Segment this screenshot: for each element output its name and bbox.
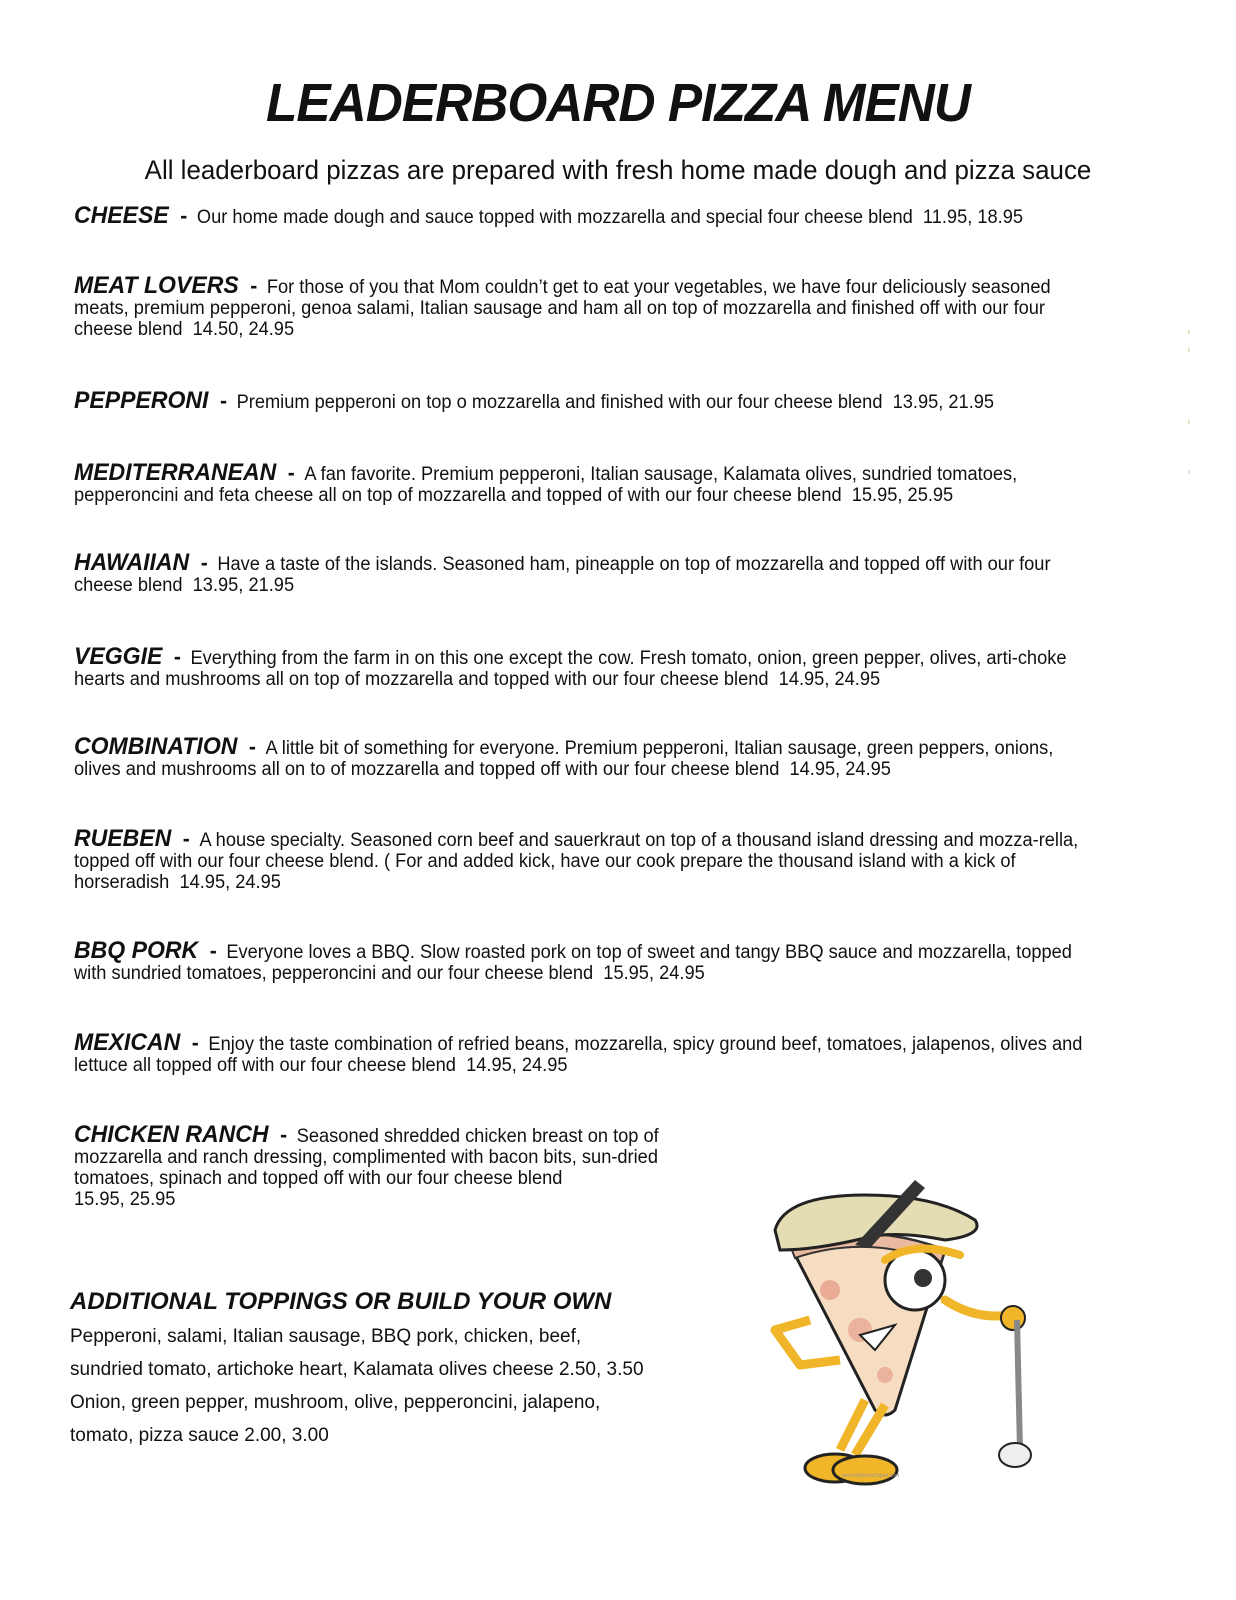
menu-item-chicken-ranch — [74, 1121, 688, 1210]
right-arm — [945, 1300, 1010, 1316]
golf-club-shaft — [1017, 1320, 1020, 1450]
separator: - — [200, 550, 208, 575]
pizza-name: MEAT LOVERS — [74, 272, 239, 299]
pizza-description: For those of you that Mom couldn’t get to eat your vegetables, we have four deliciously seasoned meats, premium pepperoni, genoa salami, Italian sausage and ham all on top of mozzarella and finished off with our four cheese blend — [74, 277, 1051, 340]
scan-speck — [1188, 330, 1190, 334]
pizza-name: MEDITERRANEAN — [74, 459, 277, 486]
pizza-name: VEGGIE — [74, 643, 163, 670]
pupil — [914, 1269, 932, 1287]
separator: - — [219, 388, 227, 413]
separator: - — [182, 826, 190, 851]
menu-item-combination — [74, 733, 1101, 780]
menu-item-rueben — [74, 825, 1101, 893]
menu-item-meat-lovers — [74, 272, 1101, 340]
pizza-description: Seasoned shredded chicken breast on top of mozzarella and ranch dressing, complimented with bacon bits, sun-dried tomatoes, spinach and topped off with our four cheese blend — [74, 1126, 659, 1189]
toppings-line: sundried tomato, artichoke heart, Kalamata olives cheese 2.50, 3.50 — [70, 1359, 644, 1380]
pizza-description: A house specialty. Seasoned corn beef and sauerkraut on top of a thousand island dressing and mozza-rella, topped off with our four cheese blend. ( For and added kick, have our cook prepare the thousand island with a kick of horseradish — [74, 830, 1079, 893]
pizza-prices: 14.50, 24.95 — [192, 319, 295, 340]
separator: - — [248, 734, 256, 759]
separator: - — [180, 203, 188, 228]
menu-item-mexican — [74, 1029, 1101, 1076]
pizza-prices: 15.95, 25.95 — [74, 1189, 176, 1210]
pepperoni-spot — [820, 1280, 840, 1300]
toppings-line: tomato, pizza sauce 2.00, 3.00 — [70, 1425, 329, 1446]
pizza-prices: 13.95, 21.95 — [192, 575, 295, 596]
separator: - — [209, 938, 217, 963]
pizza-name: BBQ PORK — [74, 937, 199, 964]
pizza-prices: 15.95, 24.95 — [603, 963, 705, 984]
pepperoni-spot — [877, 1367, 893, 1383]
right-hand — [1001, 1306, 1025, 1330]
scan-speck — [1188, 420, 1190, 424]
menu-title: LEADERBOARD PIZZA MENU — [266, 73, 970, 133]
menu-item-cheese — [74, 202, 1101, 229]
pizza-description: Have a taste of the islands. Seasoned ham, pineapple on top of mozzarella and topped off with our four cheese blend — [74, 554, 1051, 596]
pizza-prices: 14.95, 24.95 — [789, 759, 891, 780]
pizza-name: CHICKEN RANCH — [74, 1121, 269, 1148]
golf-club-head — [999, 1443, 1031, 1467]
menu-item-hawaiian — [74, 549, 1101, 596]
pizza-prices: 15.95, 25.95 — [851, 485, 954, 506]
separator: - — [173, 644, 181, 669]
pizza-name: CHEESE — [74, 202, 169, 229]
menu-item-veggie — [74, 643, 1101, 690]
scan-speck — [1188, 348, 1190, 352]
right-shoe — [833, 1456, 900, 1484]
clipart-credit: www.MyBowlsClipart.com — [842, 1473, 900, 1479]
pizza-name: COMBINATION — [74, 733, 238, 760]
separator: - — [280, 1122, 288, 1147]
toppings-line: Pepperoni, salami, Italian sausage, BBQ pork, chicken, beef, — [70, 1326, 582, 1347]
separator: - — [287, 460, 295, 485]
pizza-description: Everyone loves a BBQ. Slow roasted pork on top of sweet and tangy BBQ sauce and mozzarella, topped with sundried tomatoes, pepperoncini and our four cheese blend — [74, 942, 1072, 984]
toppings-line: Onion, green pepper, mushroom, olive, pepperoncini, jalapeno, — [70, 1392, 601, 1413]
separator: - — [250, 273, 258, 298]
pizza-name: MEXICAN — [74, 1029, 181, 1056]
pizza-prices: 13.95, 21.95 — [892, 392, 995, 413]
pizza-name: PEPPERONI — [74, 387, 209, 414]
pizza-prices: 14.95, 24.95 — [466, 1055, 568, 1076]
pizza-description: Our home made dough and sauce topped with mozzarella and special four cheese blend — [196, 207, 913, 228]
toppings-heading: ADDITIONAL TOPPINGS OR BUILD YOUR OWN — [70, 1288, 612, 1315]
menu-item-mediterranean — [74, 459, 1101, 506]
pizza-name: RUEBEN — [74, 825, 172, 852]
separator: - — [191, 1030, 199, 1055]
pizza-prices: 14.95, 24.95 — [179, 872, 281, 893]
menu-item-pepperoni — [74, 387, 1101, 414]
scan-speck — [1188, 470, 1190, 474]
pizza-golfer-mascot-illustration — [745, 1150, 1035, 1490]
pizza-description: A little bit of something for everyone. Premium pepperoni, Italian sausage, green peppers, onions, olives and mushrooms all on to of mozzarella and topped off with our four cheese blend — [74, 738, 1054, 780]
pizza-prices: 11.95, 18.95 — [922, 207, 1024, 228]
pizza-description: Enjoy the taste combination of refried beans, mozzarella, spicy ground beef, tomatoes, jalapenos, olives and lettuce all topped off with our four cheese blend — [74, 1034, 1083, 1076]
pizza-name: HAWAIIAN — [74, 549, 190, 576]
pizza-description: Premium pepperoni on top o mozzarella and finished with our four cheese blend — [236, 392, 883, 413]
left-arm — [775, 1320, 840, 1365]
pizza-prices: 14.95, 24.95 — [778, 669, 881, 690]
menu-item-bbq-pork — [74, 937, 1101, 984]
pizza-description: Everything from the farm in on this one except the cow. Fresh tomato, onion, green pepper, olives, arti-choke hearts and mushrooms all on top of mozzarella and topped with our four cheese blend — [74, 648, 1067, 690]
menu-subtitle: All leaderboard pizzas are prepared with fresh home made dough and pizza sauce — [144, 155, 1092, 185]
pizza-description: A fan favorite. Premium pepperoni, Italian sausage, Kalamata olives, sundried tomatoes, pepperoncini and feta cheese all on top of mozzarella and topped of with our four cheese blend — [74, 464, 1018, 506]
